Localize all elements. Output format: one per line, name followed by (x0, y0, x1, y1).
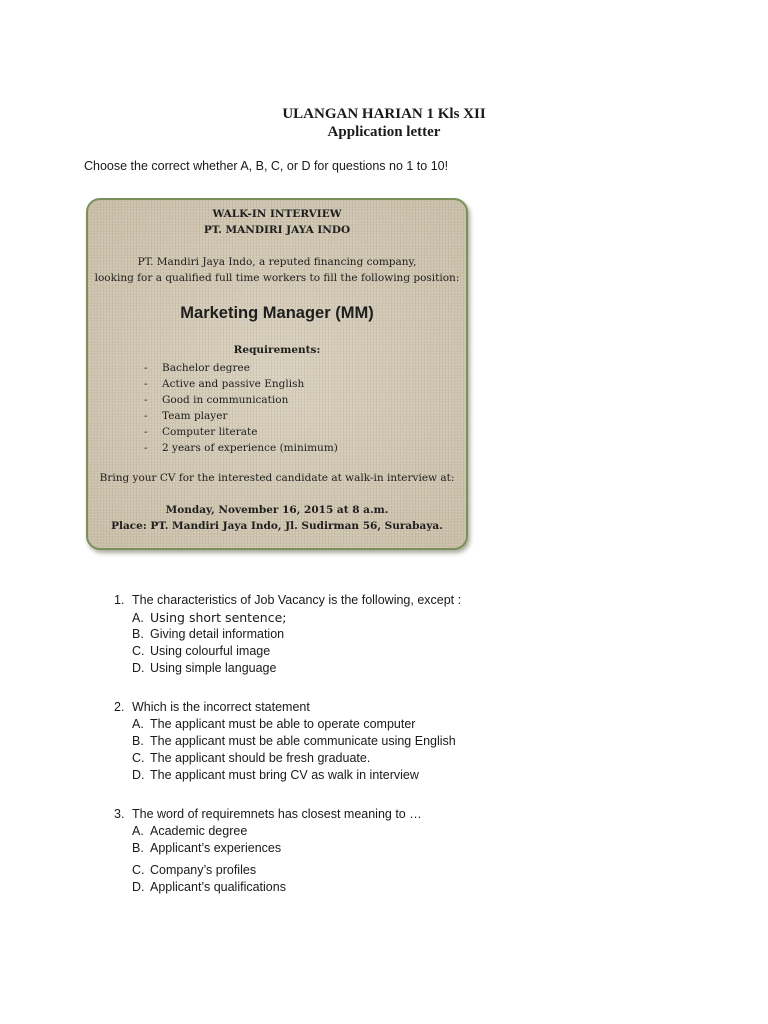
poster-intro-line2: looking for a qualified full time workers to fill the following position: (94, 272, 460, 284)
option-a: A. Using short sentence; (132, 610, 287, 625)
poster-position-title: Marketing Manager (MM) (180, 304, 374, 322)
option-c: C. The applicant should be fresh graduate. (132, 751, 371, 765)
option-b: B. The applicant must be able communicate using English (132, 734, 456, 748)
option-d: D. Using simple language (132, 661, 277, 675)
option-b: B. Giving detail information (132, 627, 285, 641)
poster-heading-walk-in: WALK-IN INTERVIEW (212, 208, 342, 220)
question-text: Which is the incorrect statement (132, 700, 310, 714)
option-d: D. Applicant’s qualifications (132, 880, 286, 894)
poster-interview-date: Monday, November 16, 2015 at 8 a.m. (165, 504, 389, 516)
option-a: A. The applicant must be able to operate computer (132, 717, 416, 731)
dash-bullet-icon: - (144, 378, 148, 390)
poster-requirements-title: Requirements: (233, 344, 321, 356)
dash-bullet-icon: - (144, 410, 148, 422)
question-number: 1. (114, 593, 125, 607)
question-1 (114, 592, 461, 677)
requirement-item: - Good in communication (144, 394, 289, 406)
requirement-item: - Team player (144, 410, 228, 422)
requirements-list (144, 360, 338, 456)
option-c: C. Company’s profiles (132, 863, 257, 877)
requirement-item: - 2 years of experience (minimum) (144, 442, 338, 454)
instruction-text: Choose the correct whether A, B, C, or D for questions no 1 to 10! (84, 159, 449, 173)
dash-bullet-icon: - (144, 362, 148, 374)
page-title: ULANGAN HARIAN 1 Kls XII (282, 106, 486, 122)
question-number: 3. (114, 807, 125, 821)
question-number: 2. (114, 700, 125, 714)
question-2 (114, 699, 461, 784)
question-3 (114, 806, 461, 896)
requirement-item: - Computer literate (144, 426, 258, 438)
page-subtitle: Application letter (327, 124, 441, 140)
poster-heading-company: PT. MANDIRI JAYA INDO (203, 224, 351, 236)
option-d: D. The applicant must bring CV as walk in interview (132, 768, 419, 782)
option-c: C. Using colourful image (132, 644, 271, 658)
requirement-item: - Bachelor degree (144, 362, 250, 374)
question-text: The word of requiremnets has closest meaning to … (132, 807, 422, 821)
poster-bring-cv: Bring your CV for the interested candidate at walk-in interview at: (99, 472, 455, 484)
option-a: A. Academic degree (132, 824, 248, 838)
dash-bullet-icon: - (144, 426, 148, 438)
requirement-item: - Active and passive English (144, 378, 305, 390)
job-vacancy-poster (86, 198, 468, 550)
option-b: B. Applicant’s experiences (132, 841, 282, 855)
dash-bullet-icon: - (144, 442, 148, 454)
dash-bullet-icon: - (144, 394, 148, 406)
poster-intro-line1: PT. Mandiri Jaya Indo, a reputed financing company, (137, 256, 417, 268)
poster-interview-place: Place: PT. Mandiri Jaya Indo, Jl. Sudirman 56, Surabaya. (111, 520, 443, 532)
question-list (114, 592, 461, 896)
question-text: The characteristics of Job Vacancy is the following, except : (132, 593, 462, 607)
